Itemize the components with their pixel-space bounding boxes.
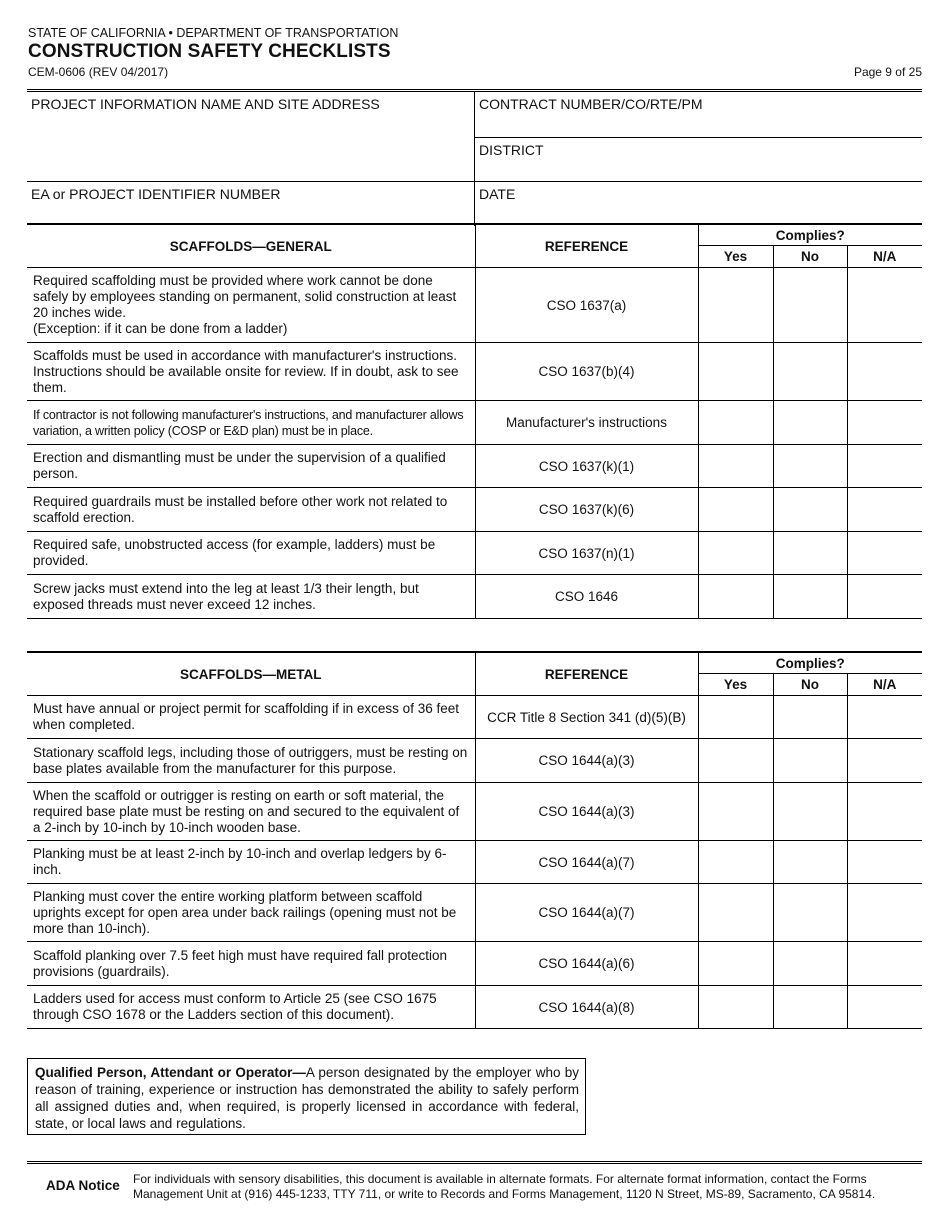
ada-notice-label: ADA Notice [46, 1178, 120, 1193]
requirement-text: If contractor is not following manufacturer's instructions, and manufacturer allows variation, a written policy (COSP or E&D plan) must be in place. [27, 401, 475, 445]
yes-cell[interactable] [698, 488, 773, 532]
no-cell[interactable] [773, 532, 847, 575]
requirement-text: Planking must be at least 2-inch by 10-inch and overlap ledgers by 6-inch. [27, 841, 475, 884]
na-cell[interactable] [847, 942, 922, 986]
na-cell[interactable] [847, 445, 922, 488]
table-row [27, 343, 922, 401]
no-cell[interactable] [773, 942, 847, 986]
table-row [27, 532, 922, 575]
reference-cell: CSO 1644(a)(3) [475, 783, 698, 841]
no-cell[interactable] [773, 739, 847, 783]
table-row [27, 739, 922, 783]
na-cell[interactable] [847, 884, 922, 942]
table-row [27, 783, 922, 841]
no-cell[interactable] [773, 268, 847, 343]
reference-cell: CSO 1637(b)(4) [475, 343, 698, 401]
na-cell[interactable] [847, 343, 922, 401]
table-row [27, 942, 922, 986]
reference-cell: CCR Title 8 Section 341 (d)(5)(B) [475, 696, 698, 739]
complies-header: Complies? [698, 224, 922, 246]
table-row [27, 401, 922, 445]
na-cell[interactable] [847, 986, 922, 1029]
no-header: No [773, 674, 847, 696]
reference-cell: CSO 1644(a)(7) [475, 884, 698, 942]
table-row [27, 268, 922, 343]
contract-number-field[interactable] [475, 92, 922, 138]
yes-cell[interactable] [698, 841, 773, 884]
project-name-field[interactable] [27, 92, 474, 182]
na-cell[interactable] [847, 268, 922, 343]
page-number: Page 9 of 25 [853, 65, 922, 79]
reference-cell: CSO 1644(a)(7) [475, 841, 698, 884]
yes-cell[interactable] [698, 343, 773, 401]
yes-cell[interactable] [698, 942, 773, 986]
complies-header: Complies? [698, 652, 922, 674]
scaffolds-metal-table [27, 651, 922, 1029]
no-cell[interactable] [773, 575, 847, 619]
reference-cell: CSO 1644(a)(6) [475, 942, 698, 986]
requirement-text: Scaffold planking over 7.5 feet high must have required fall protection provisions (guardrails). [27, 942, 475, 986]
agency-name: STATE OF CALIFORNIA • DEPARTMENT OF TRANSPORTATION [28, 26, 399, 40]
reference-cell: CSO 1646 [475, 575, 698, 619]
table-row [27, 884, 922, 942]
reference-header: REFERENCE [475, 224, 698, 268]
district-field[interactable] [475, 138, 922, 182]
definition-text: A person designated by the employer who by reason of training, experience or instruction has demonstrated the ability to safely perform all assigned duties and, when required, is properly licensed in accordance with federal, state, or local laws and regulations. [35, 1065, 579, 1131]
yes-cell[interactable] [698, 739, 773, 783]
yes-cell[interactable] [698, 532, 773, 575]
definition-term: Qualified Person, Attendant or Operator— [35, 1065, 306, 1080]
na-cell[interactable] [847, 841, 922, 884]
requirement-text: Must have annual or project permit for scaffolding if in excess of 36 feet when completed. [27, 696, 475, 739]
requirement-text: Scaffolds must be used in accordance with manufacturer's instructions. Instructions should be available onsite for review. If in doubt, ask to see them. [27, 343, 475, 401]
form-header [28, 26, 922, 79]
na-cell[interactable] [847, 696, 922, 739]
requirement-text: Required guardrails must be installed before other work not related to scaffold erection. [27, 488, 475, 532]
section-title: SCAFFOLDS—GENERAL [27, 224, 475, 268]
yes-cell[interactable] [698, 575, 773, 619]
date-field[interactable] [475, 182, 922, 226]
contract-number-label: CONTRACT NUMBER/CO/RTE/PM [479, 96, 703, 112]
no-cell[interactable] [773, 986, 847, 1029]
yes-cell[interactable] [698, 783, 773, 841]
ea-number-field[interactable] [27, 182, 474, 226]
yes-header: Yes [698, 246, 773, 268]
reference-cell: CSO 1637(k)(6) [475, 488, 698, 532]
table-row [27, 841, 922, 884]
ada-notice [27, 1161, 922, 1204]
reference-cell: Manufacturer's instructions [475, 401, 698, 445]
na-cell[interactable] [847, 783, 922, 841]
table-row [27, 986, 922, 1029]
yes-cell[interactable] [698, 268, 773, 343]
project-info-block [27, 89, 922, 226]
reference-header: REFERENCE [475, 652, 698, 696]
requirement-text: Stationary scaffold legs, including those of outriggers, must be resting on base plates available from the manufacturer for this purpose. [27, 739, 475, 783]
no-header: No [773, 246, 847, 268]
na-cell[interactable] [847, 401, 922, 445]
na-cell[interactable] [847, 488, 922, 532]
table-row [27, 696, 922, 739]
ada-notice-text: For individuals with sensory disabilities, this document is available in alternate formats. For alternate format information, contact the Forms Management Unit at (916) 445-1233, TTY 711, or write to Records and Forms Management, 1120 N Street, MS-89, Sacramento, CA 95814. [133, 1172, 876, 1201]
form-number: CEM-0606 (REV 04/2017) [28, 65, 169, 79]
requirement-text: Planking must cover the entire working platform between scaffold uprights except for open area under back railings (opening must not be more than 10-inch). [27, 884, 475, 942]
na-cell[interactable] [847, 532, 922, 575]
requirement-text: Required safe, unobstructed access (for example, ladders) must be provided. [27, 532, 475, 575]
na-cell[interactable] [847, 575, 922, 619]
no-cell[interactable] [773, 696, 847, 739]
na-cell[interactable] [847, 739, 922, 783]
yes-cell[interactable] [698, 696, 773, 739]
yes-header: Yes [698, 674, 773, 696]
requirement-text: When the scaffold or outrigger is resting on earth or soft material, the required base plate must be resting on and secured to the equivalent of a 2-inch by 10-inch by 10-inch wooden base. [27, 783, 475, 841]
scaffolds-general-table [27, 223, 922, 619]
reference-cell: CSO 1637(k)(1) [475, 445, 698, 488]
date-label: DATE [479, 186, 516, 202]
no-cell[interactable] [773, 884, 847, 942]
yes-cell[interactable] [698, 884, 773, 942]
requirement-text: Erection and dismantling must be under the supervision of a qualified person. [27, 445, 475, 488]
project-name-label: PROJECT INFORMATION NAME AND SITE ADDRESS [31, 96, 380, 112]
reference-cell: CSO 1644(a)(8) [475, 986, 698, 1029]
na-header: N/A [847, 246, 922, 268]
section-title: SCAFFOLDS—METAL [27, 652, 475, 696]
yes-cell[interactable] [698, 401, 773, 445]
table-row [27, 575, 922, 619]
no-cell[interactable] [773, 488, 847, 532]
na-header: N/A [847, 674, 922, 696]
table-row [27, 488, 922, 532]
reference-cell: CSO 1644(a)(3) [475, 739, 698, 783]
yes-cell[interactable] [698, 986, 773, 1029]
no-cell[interactable] [773, 343, 847, 401]
no-cell[interactable] [773, 841, 847, 884]
no-cell[interactable] [773, 445, 847, 488]
reference-cell: CSO 1637(n)(1) [475, 532, 698, 575]
requirement-text: Screw jacks must extend into the leg at least 1/3 their length, but exposed threads must never exceed 12 inches. [27, 575, 475, 619]
district-label: DISTRICT [479, 142, 544, 158]
table-row [27, 445, 922, 488]
yes-cell[interactable] [698, 445, 773, 488]
reference-cell: CSO 1637(a) [475, 268, 698, 343]
ea-number-label: EA or PROJECT IDENTIFIER NUMBER [31, 186, 281, 202]
no-cell[interactable] [773, 401, 847, 445]
requirement-text: Ladders used for access must conform to Article 25 (see CSO 1675 through CSO 1678 or the Ladders section of this document). [27, 986, 475, 1029]
qualified-person-definition [27, 1058, 586, 1135]
no-cell[interactable] [773, 783, 847, 841]
page-title: CONSTRUCTION SAFETY CHECKLISTS [28, 41, 391, 62]
requirement-text: Required scaffolding must be provided where work cannot be done safely by employees standing on permanent, solid construction at least 20 inches wide. (Exception: if it can be done from a ladder) [27, 268, 475, 343]
